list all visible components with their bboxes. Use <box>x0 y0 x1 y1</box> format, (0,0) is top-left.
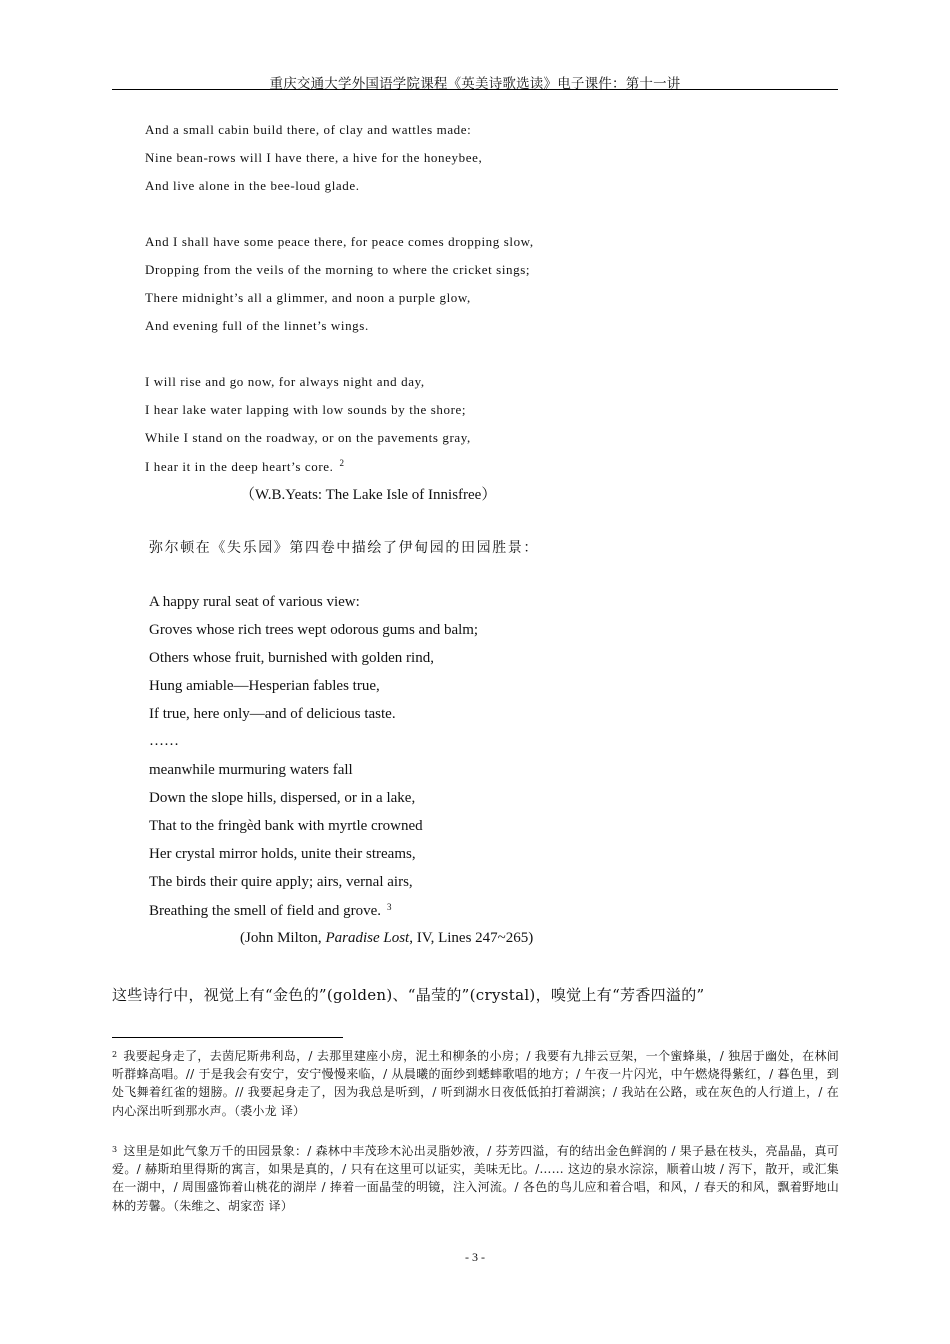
poem-line: Down the slope hills, dispersed, or in a lake, <box>149 790 416 806</box>
poem-line: Hung amiable—Hesperian fables true, <box>149 678 380 694</box>
poem-line-text: Breathing the smell of field and grove. <box>149 903 382 919</box>
poem-line: Nine bean-rows will I have there, a hive for the honeybee, <box>145 150 483 165</box>
header-rule <box>112 89 838 90</box>
poem-line: And evening full of the linnet’s wings. <box>145 318 369 333</box>
poem-line-text: I hear it in the deep heart’s core. <box>145 459 334 474</box>
poem-line: Groves whose rich trees wept odorous gums and balm; <box>149 622 479 638</box>
footnote-number: 2 <box>112 1050 118 1059</box>
poem-line: I hear lake water lapping with low sounds by the shore; <box>145 402 467 417</box>
summary-paragraph: 这些诗行中，视觉上有“金色的”(golden)、“晶莹的”(crystal)，嗅觉上有“芳香四溢的” <box>112 986 705 1004</box>
milton-intro: 弥尔顿在《失乐园》第四卷中描绘了伊甸园的田园胜景： <box>149 540 539 556</box>
poem-line-with-ref <box>145 458 345 475</box>
poem-line: And I shall have some peace there, for peace comes dropping slow, <box>145 234 534 249</box>
poem-line: There midnight’s all a glimmer, and noon a purple glow, <box>145 290 471 305</box>
footnote-text: 我要起身走了，去茵尼斯弗利岛，/ 去那里建座小房，泥土和柳条的小房；/ 我要有九排云豆架，一个蜜蜂巢，/ 独居于幽处，在林间听群蜂高唱。// 于是我会有安宁，安宁慢慢来临，/ 从晨曦的面纱到蟋蟀歌唱的地方；/ 午夜一片闪光，中午燃烧得紫红，/ 暮色里，到处飞舞着红雀的翅膀。// 我要起身走了，因为我总是听到，/ 听到湖水日夜低低拍打着湖滨；/ 我站在公路，或在灰色的人行道上，/ 在内心深出听到那水声。（裘小龙 译） <box>112 1049 839 1118</box>
poem-line-with-ref <box>149 902 392 920</box>
page-number: - 3 - <box>465 1250 485 1264</box>
poem-line: And a small cabin build there, of clay and wattles made: <box>145 122 472 137</box>
poem-line: If true, here only—and of delicious taste. <box>149 706 396 722</box>
milton-citation <box>240 930 533 947</box>
citation-pre: (John Milton, <box>240 930 326 946</box>
poem-line: I will rise and go now, for always night and day, <box>145 374 425 389</box>
citation-title: Paradise Lost <box>325 930 410 946</box>
poem-line: A happy rural seat of various view: <box>149 594 360 610</box>
poem-line: The birds their quire apply; airs, vernal airs, <box>149 874 413 890</box>
footnote-2 <box>112 1046 839 1120</box>
yeats-citation: （W.B.Yeats: The Lake Isle of Innisfree） <box>240 487 497 503</box>
header-title: 重庆交通大学外国语学院课程《英美诗歌选读》电子课件：第十一讲 <box>269 76 681 92</box>
citation-post: , IV, Lines 247~265) <box>409 930 534 946</box>
footnote-3 <box>112 1141 839 1215</box>
poem-line: Her crystal mirror holds, unite their streams, <box>149 846 416 862</box>
poem-line: meanwhile murmuring waters fall <box>149 762 353 778</box>
poem-line: Others whose fruit, burnished with golden rind, <box>149 650 434 666</box>
poem-line: That to the fringèd bank with myrtle crowned <box>149 818 423 834</box>
footnote-ref: 3 <box>387 902 392 912</box>
footnote-text: 这里是如此气象万千的田园景象：/ 森林中丰茂珍木沁出灵脂妙液，/ 芬芳四溢，有的结出金色鲜润的 / 果子悬在枝头，亮晶晶，真可爱。/ 赫斯珀里得斯的寓言，如果是真的，/ 只有在这里可以证实，美味无比。/…… 这边的泉水淙淙，顺着山坡 / 泻下，散开，或汇集在一湖中，/ 周围盛饰着山桃花的湖岸 / 捧着一面晶莹的明镜，注入河流。/ 各色的鸟儿应和着合唱，和风，/ 春天的和风，飘着野地山林的芳馨。（朱维之、胡家峦 译） <box>112 1144 839 1213</box>
footnote-ref: 2 <box>339 458 345 468</box>
footnote-number: 3 <box>112 1145 118 1154</box>
footnote-rule <box>112 1037 343 1038</box>
poem-line: While I stand on the roadway, or on the pavements gray, <box>145 430 471 445</box>
poem-line: And live alone in the bee-loud glade. <box>145 178 360 193</box>
ellipsis: …… <box>149 733 179 749</box>
poem-line: Dropping from the veils of the morning to where the cricket sings; <box>145 262 531 277</box>
